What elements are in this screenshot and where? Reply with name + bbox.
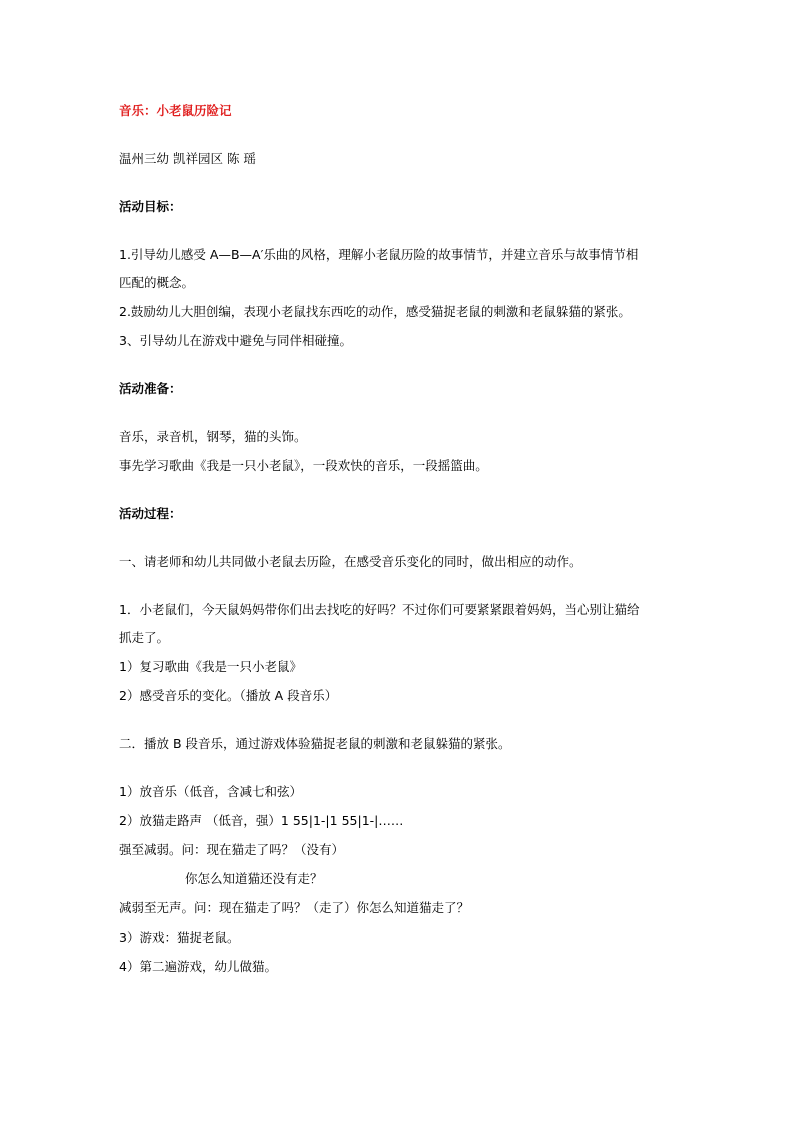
- goals-heading: 活动目标：: [119, 199, 182, 214]
- process-heading: 活动过程：: [119, 506, 182, 521]
- part2-title: 二．播放 B 段音乐，通过游戏体验猫捉老鼠的刺激和老鼠躲猫的紧张。: [119, 736, 511, 751]
- part1-line: 2）感受音乐的变化。（播放 A 段音乐）: [119, 688, 338, 703]
- part1-line: 1）复习歌曲《我是一只小老鼠》: [119, 659, 302, 674]
- part2-line: 减弱至无声。问：现在猫走了吗？（走了）你怎么知道猫走了？: [119, 900, 470, 915]
- part2-line: 你怎么知道猫还没有走？: [185, 871, 323, 886]
- goal-line: 2.鼓励幼儿大胆创编，表现小老鼠找东西吃的动作，感受猫捉老鼠的刺激和老鼠躲猫的紧张。: [119, 304, 631, 319]
- prep-line: 事先学习歌曲《我是一只小老鼠》，一段欢快的音乐，一段摇篮曲。: [119, 458, 488, 473]
- author-line: 温州三幼 凯祥园区 陈 瑶: [119, 151, 256, 166]
- part2-line: 强至减弱。问：现在猫走了吗？（没有）: [119, 842, 345, 857]
- document-title: 音乐：小老鼠历险记: [119, 103, 232, 118]
- goal-line: 匹配的概念。: [119, 275, 195, 290]
- part2-line: 4）第二遍游戏，幼儿做猫。: [119, 959, 277, 974]
- part1-title: 一、请老师和幼儿共同做小老鼠去历险，在感受音乐变化的同时，做出相应的动作。: [119, 554, 582, 569]
- part2-line: 3）游戏：猫捉老鼠。: [119, 930, 240, 945]
- part1-line: 抓走了。: [119, 630, 170, 645]
- part1-line: 1．小老鼠们，今天鼠妈妈带你们出去找吃的好吗？不过你们可要紧紧跟着妈妈，当心别让猫给: [119, 602, 640, 617]
- part2-line: 1）放音乐（低音，含减七和弦）: [119, 784, 302, 799]
- prep-heading: 活动准备：: [119, 381, 182, 396]
- part2-line: 2）放猫走路声 （低音，强）1 55|1-|1 55|1-|……: [119, 813, 404, 828]
- prep-line: 音乐，录音机，钢琴，猫的头饰。: [119, 429, 307, 444]
- goal-line: 3、引导幼儿在游戏中避免与同伴相碰撞。: [119, 333, 352, 348]
- goal-line: 1.引导幼儿感受 A—B—A′乐曲的风格，理解小老鼠历险的故事情节，并建立音乐与故事情节相: [119, 247, 639, 262]
